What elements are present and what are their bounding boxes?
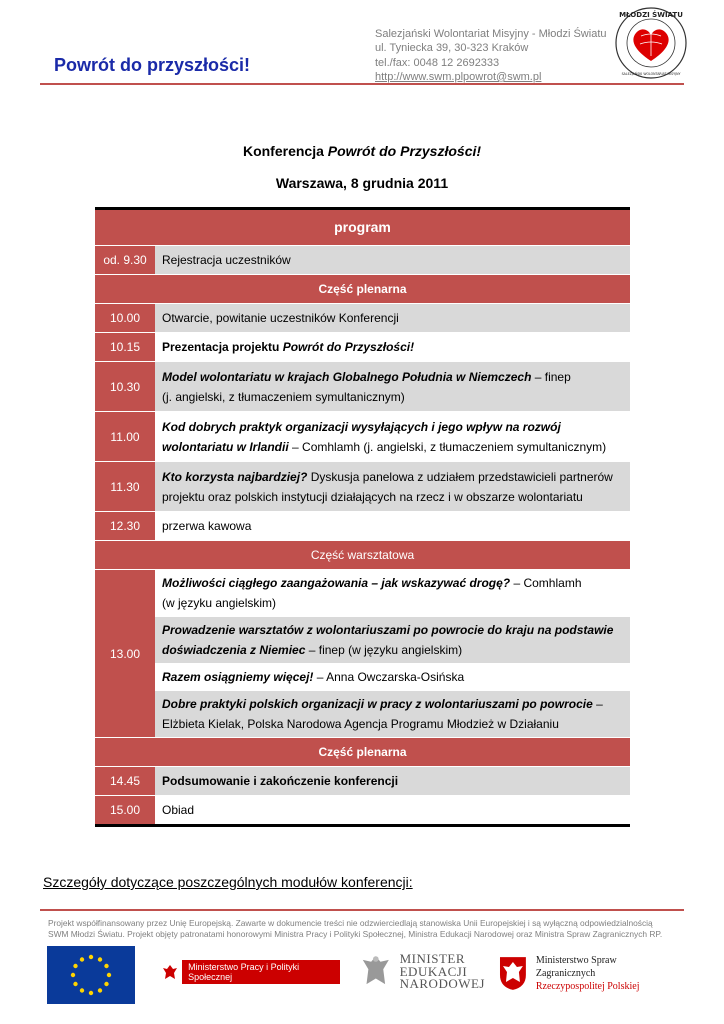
eu-flag-logo xyxy=(47,946,135,1004)
row-text: Model wolontariatu w krajach Globalnego Południa w Niemczech – finep (j. angielski, z tłumaczeniem symultanicznym) xyxy=(155,362,630,411)
row-time: 14.45 xyxy=(95,767,155,795)
mpips-label: Ministerstwo Pracy i Polityki Społecznej xyxy=(188,962,300,982)
eagle-icon xyxy=(360,952,392,992)
program-row xyxy=(95,245,630,274)
row-text: Prezentacja projektu Powrót do Przyszłości! xyxy=(155,333,630,361)
row-text: Obiad xyxy=(155,796,630,824)
row-text: Kod dobrych praktyk organizacji wysyłających i jego wpływ na rozwój wolontariatu w Irlandii – Comhlamh (j. angielski, z tłumaczeniem symultanicznym) xyxy=(155,412,630,461)
program-row xyxy=(95,303,630,332)
mpips-logo xyxy=(157,960,340,984)
workshop-item: Dobre praktyki polskich organizacji w pracy z wolontariuszami po powrocie – Elżbieta Kielak, Polska Narodowa Agencja Programu Młodzież w Działaniu xyxy=(155,690,630,737)
footer-divider xyxy=(40,909,684,911)
organization-contact xyxy=(375,27,607,84)
workshop-group xyxy=(95,569,630,737)
footer-disclaimer: Projekt współfinansowany przez Unię Europejską. Zawarte w dokumencie treści nie odzwierciedlają stanowiska Unii Europejskiej i są wyłączną odpowiedzialnością SWM Młodzi Światu. Projekt objęty patronatami honorowymi Ministra Pracy i Polityki Społecznej, Ministra Edukacji Narodowej oraz Ministra Spraw Zagranicznych RP. xyxy=(48,918,663,939)
svg-text:SALEZJAŃSKI WOLONTARIAT MISYJN: SALEZJAŃSKI WOLONTARIAT MISYJNY xyxy=(621,72,681,76)
org-address: ul. Tyniecka 39, 30-323 Kraków xyxy=(375,42,529,55)
section-heading: Część plenarna xyxy=(95,274,630,303)
page-brand-title: Powrót do przyszłości! xyxy=(54,55,251,75)
row-time: 10.15 xyxy=(95,333,155,361)
program-heading: program xyxy=(95,210,630,245)
row-time: 12.30 xyxy=(95,512,155,540)
svg-text:MŁODZI ŚWIATU: MŁODZI ŚWIATU xyxy=(619,11,683,19)
conference-title: Konferencja Powrót do Przyszłości! xyxy=(242,143,482,159)
workshop-item: Prowadzenie warsztatów z wolontariuszami po powrocie do kraju na podstawie doświadczenia z Niemiec – finep (w języku angielskim) xyxy=(155,616,630,663)
program-row xyxy=(95,795,630,824)
section-heading: Część plenarna xyxy=(95,737,630,766)
program-row xyxy=(95,332,630,361)
program-table xyxy=(95,207,630,827)
section-heading: Część warsztatowa xyxy=(95,540,630,569)
coat-of-arms-icon xyxy=(498,955,528,991)
row-time: 13.00 xyxy=(95,570,155,737)
row-time: 15.00 xyxy=(95,796,155,824)
row-time: 11.30 xyxy=(95,462,155,511)
row-text: Rejestracja uczestników xyxy=(155,246,630,274)
conference-subtitle: Warszawa, 8 grudnia 2011 xyxy=(275,175,449,191)
workshop-item: Razem osiągniemy więcej! – Anna Owczarska-Osińska xyxy=(155,663,630,690)
header-divider xyxy=(40,83,684,85)
program-row xyxy=(95,461,630,511)
org-name: Salezjański Wolontariat Misyjny - Młodzi Światu xyxy=(375,28,607,40)
row-text: Otwarcie, powitanie uczestników Konferencji xyxy=(155,304,630,332)
row-text: Podsumowanie i zakończenie konferencji xyxy=(155,767,630,795)
org-phone: tel./fax: 0048 12 2692333 xyxy=(375,56,500,69)
row-time: od. 9.30 xyxy=(95,246,155,274)
row-time: 11.00 xyxy=(95,412,155,461)
program-row xyxy=(95,766,630,795)
details-link[interactable]: Szczegóły dotyczące poszczególnych modułów konferencji: xyxy=(43,874,413,890)
mlodzi-swiatu-logo xyxy=(614,6,688,80)
msz-logo: Ministerstwo Spraw Zagranicznych Rzeczypospolitej Polskiej xyxy=(498,952,678,994)
program-row xyxy=(95,361,630,411)
eagle-icon xyxy=(157,960,182,984)
org-link[interactable]: http://www.swm.plpowrot@swm.pl xyxy=(375,70,542,83)
row-text: przerwa kawowa xyxy=(155,512,630,540)
row-time: 10.30 xyxy=(95,362,155,411)
program-row xyxy=(95,511,630,540)
men-logo: MINISTER EDUKACJI NARODOWEJ xyxy=(360,950,485,994)
row-time: 10.00 xyxy=(95,304,155,332)
row-text: Kto korzysta najbardziej? Dyskusja panelowa z udziałem przedstawicieli partnerów projektu oraz polskich instytucji działających na rzecz i w obszarze wolontariatu xyxy=(155,462,630,511)
program-row xyxy=(95,411,630,461)
workshop-item: Możliwości ciągłego zaangażowania – jak wskazywać drogę? – Comhlamh (w języku angielskim) xyxy=(155,570,630,616)
